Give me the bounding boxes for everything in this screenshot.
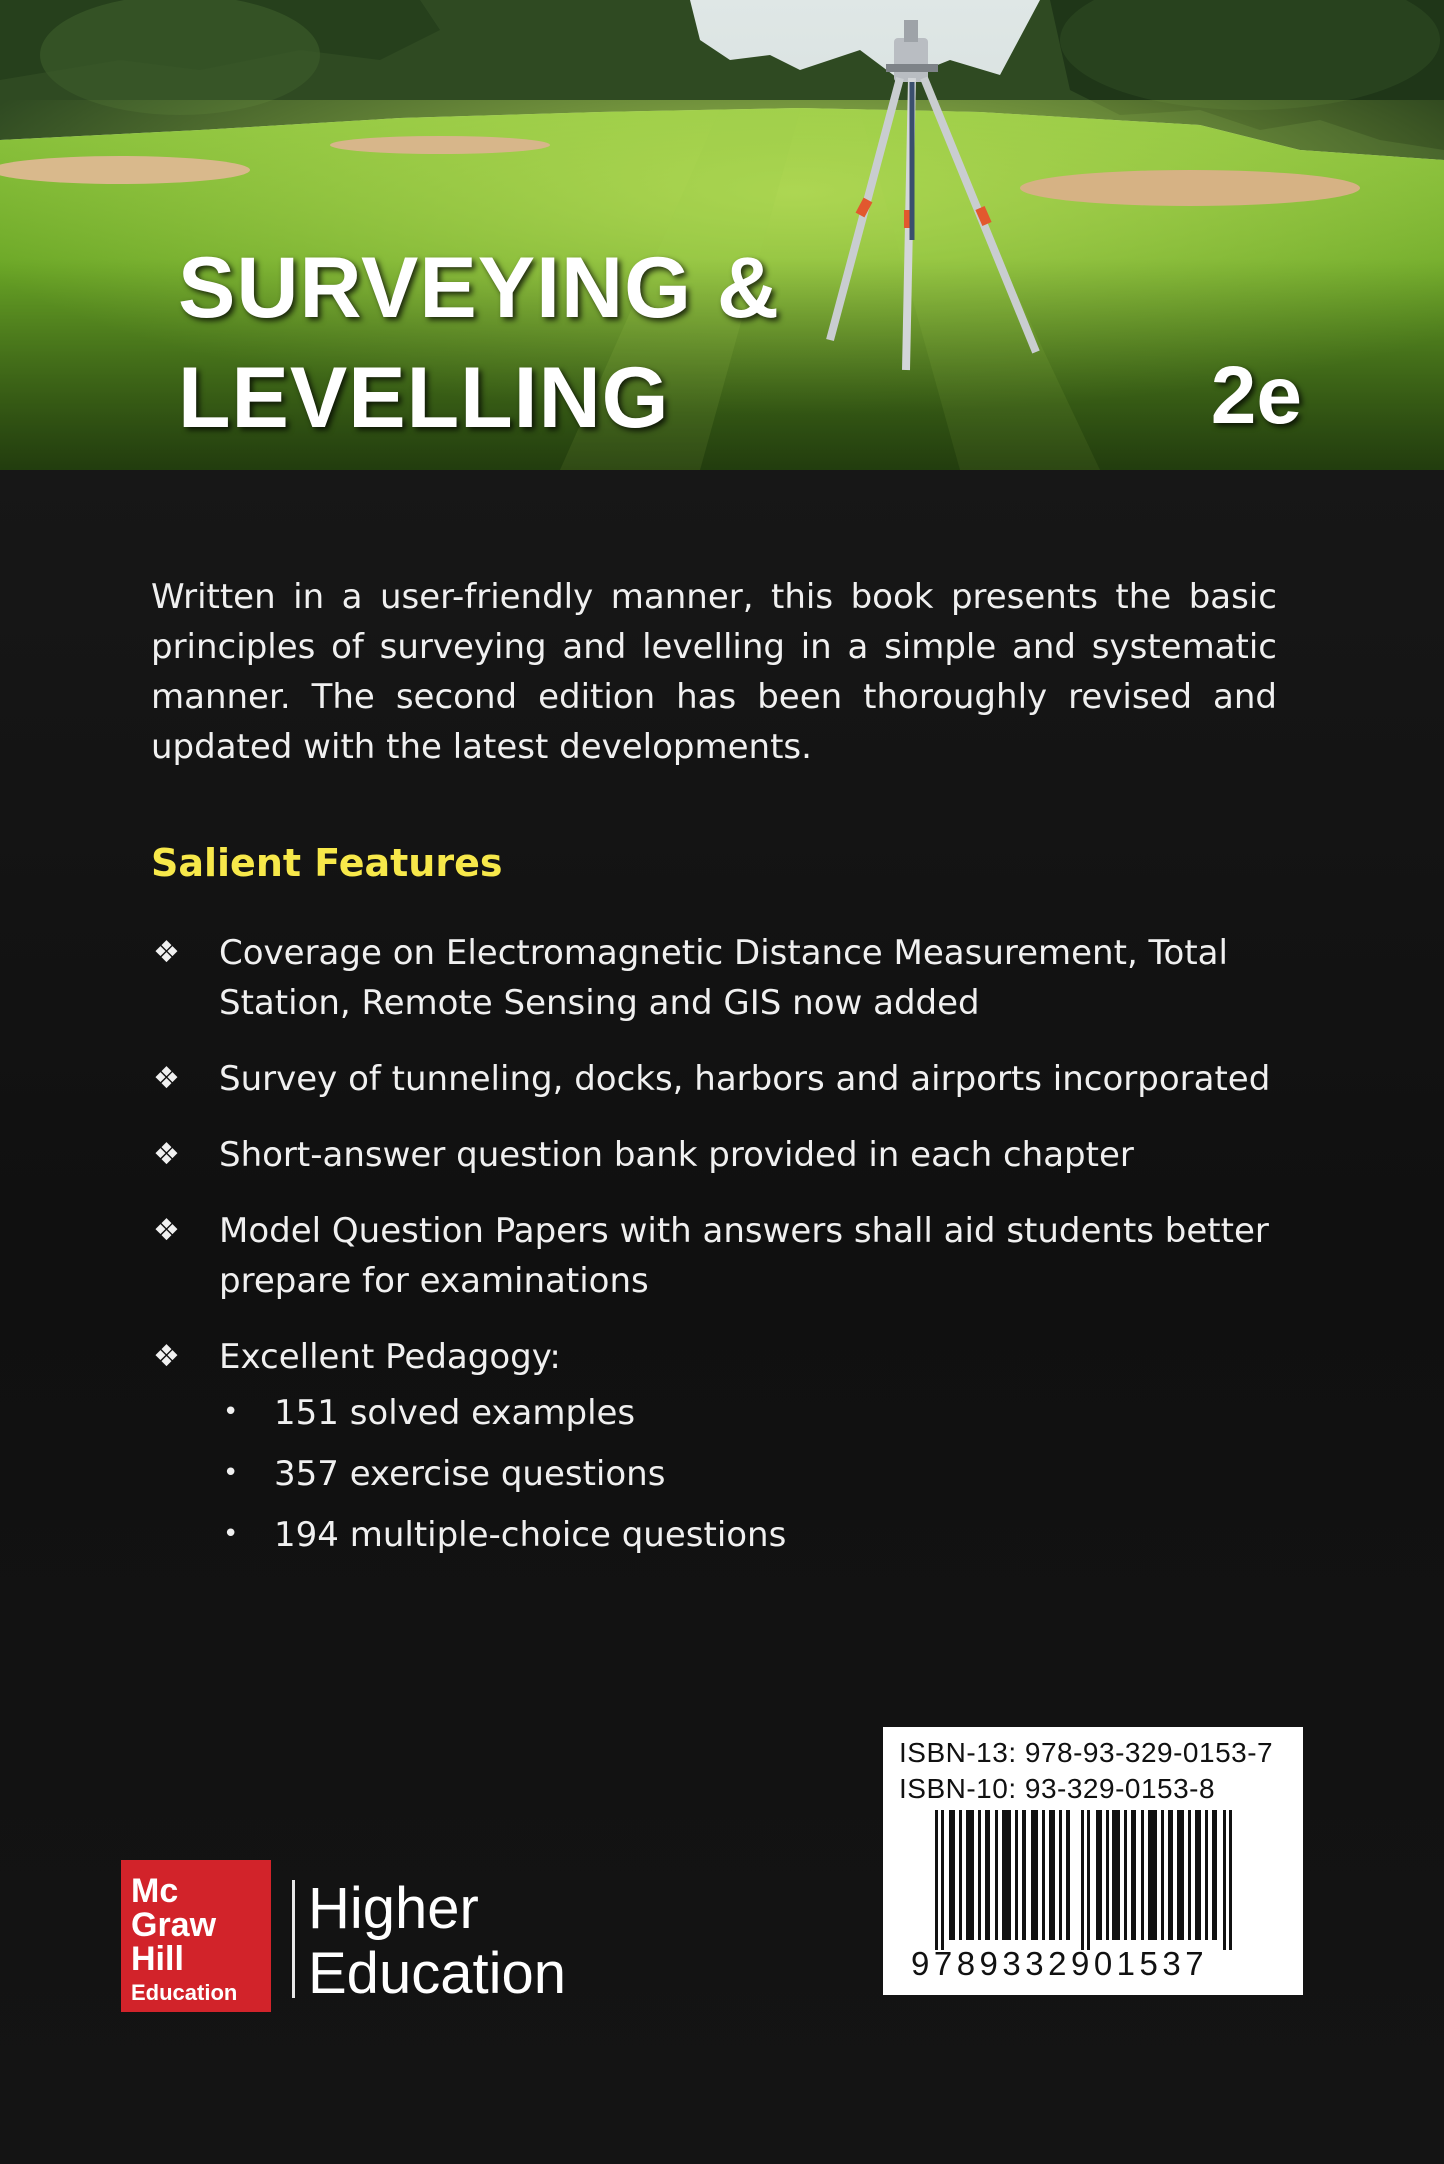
isbn-barcode-box bbox=[883, 1727, 1303, 1995]
diamond-bullet-icon: ❖ bbox=[153, 1061, 180, 1096]
book-title-line-2: LEVELLING bbox=[178, 350, 670, 446]
isbn-13: ISBN-13: 978-93-329-0153-7 bbox=[899, 1737, 1274, 1768]
pedagogy-list bbox=[219, 1388, 1301, 1560]
mcgraw-hill-logo bbox=[121, 1860, 271, 2012]
feature-item bbox=[151, 928, 1301, 1028]
feature-text: Short-answer question bank provided in each chapter bbox=[219, 1135, 1134, 1175]
book-title-line-1: SURVEYING & bbox=[178, 240, 780, 336]
feature-text: Survey of tunneling, docks, harbors and airports incorporated bbox=[219, 1059, 1271, 1099]
salient-features-heading: Salient Features bbox=[151, 841, 503, 885]
barcode-number: 9789332901537 bbox=[911, 1945, 1209, 1982]
imprint-line-2: Education bbox=[308, 1941, 566, 2006]
logo-text-education: Education bbox=[131, 1980, 238, 2005]
feature-text: Coverage on Electromagnetic Distance Measurement, Total Station, Remote Sensing and GIS now added bbox=[219, 933, 1228, 1023]
logo-text-graw: Graw bbox=[131, 1906, 217, 1944]
feature-text: Model Question Papers with answers shall aid students better prepare for examinations bbox=[219, 1211, 1269, 1301]
diamond-bullet-icon: ❖ bbox=[153, 1339, 180, 1374]
pedagogy-text: 357 exercise questions bbox=[274, 1454, 666, 1494]
logo-divider bbox=[292, 1880, 295, 1998]
pedagogy-text: 194 multiple-choice questions bbox=[274, 1515, 787, 1555]
diamond-bullet-icon: ❖ bbox=[153, 1137, 180, 1172]
logo-text-mc: Mc bbox=[131, 1872, 179, 1910]
diamond-bullet-icon: ❖ bbox=[153, 1213, 180, 1248]
feature-item bbox=[151, 1206, 1301, 1306]
isbn-10: ISBN-10: 93-329-0153-8 bbox=[899, 1773, 1216, 1804]
barcode-icon bbox=[935, 1810, 1255, 1950]
pedagogy-text: 151 solved examples bbox=[274, 1393, 636, 1433]
imprint-line-1: Higher bbox=[308, 1876, 479, 1941]
dot-bullet-icon: • bbox=[223, 1519, 239, 1549]
feature-text: Excellent Pedagogy: bbox=[219, 1337, 561, 1377]
dot-bullet-icon: • bbox=[223, 1397, 239, 1427]
feature-item bbox=[151, 1332, 1301, 1560]
pedagogy-item bbox=[219, 1388, 1301, 1438]
pedagogy-item bbox=[219, 1449, 1301, 1499]
book-description: Written in a user-friendly manner, this book presents the basic principles of surveying and levelling in a simple and systematic manner. The second edition has been thoroughly revised and updated with the latest developments. bbox=[151, 577, 1277, 767]
salient-features-list bbox=[151, 928, 1301, 1586]
logo-text-hill: Hill bbox=[131, 1940, 184, 1978]
pedagogy-item bbox=[219, 1510, 1301, 1560]
dot-bullet-icon: • bbox=[223, 1458, 239, 1488]
feature-item bbox=[151, 1130, 1301, 1180]
edition-label: 2e bbox=[1210, 350, 1302, 441]
feature-item bbox=[151, 1054, 1301, 1104]
cover-banner bbox=[0, 0, 1444, 470]
diamond-bullet-icon: ❖ bbox=[153, 935, 180, 970]
